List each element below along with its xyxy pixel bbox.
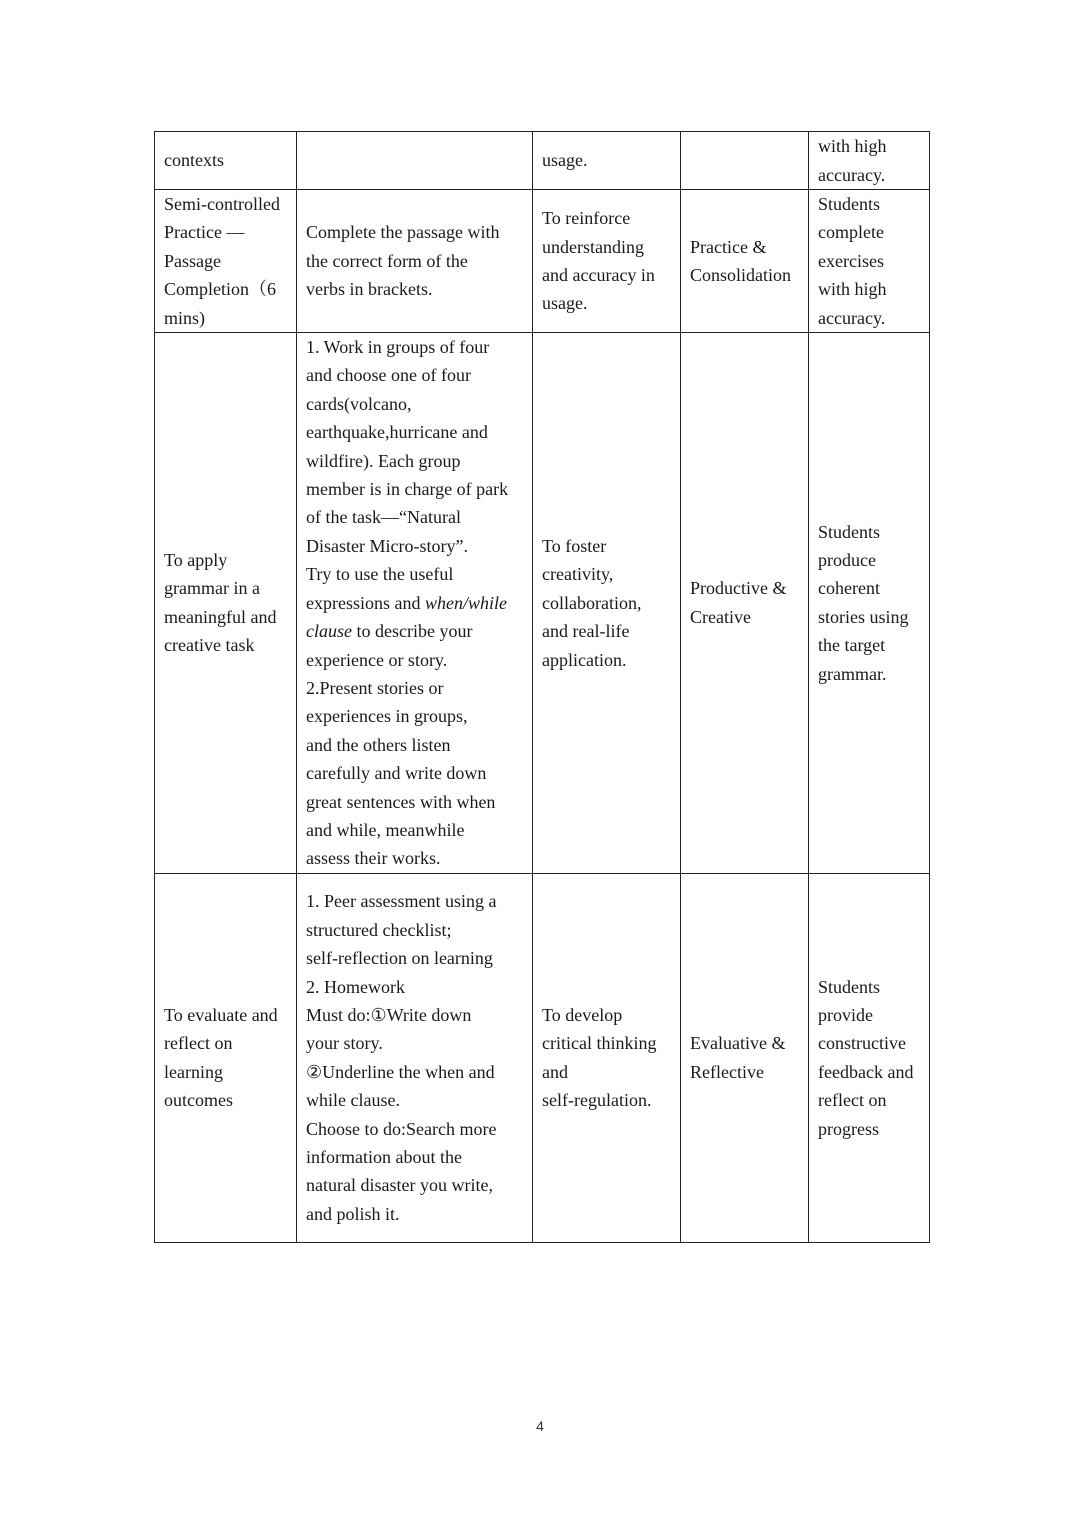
page-number: 4 — [536, 1418, 544, 1434]
cell-line — [306, 617, 523, 645]
cell-line: To evaluate and — [164, 1004, 278, 1025]
outcome-cell — [809, 873, 930, 1242]
cell-line: carefully and write down — [306, 763, 487, 784]
stage-cell — [155, 190, 297, 333]
cell-line: Practice & — [690, 236, 767, 257]
cell-line: Try to use the useful — [306, 564, 454, 585]
cell-line: self-regulation. — [542, 1090, 652, 1111]
cell-line: feedback and — [818, 1061, 914, 1082]
cell-line: assess their works. — [306, 848, 441, 869]
purpose-cell — [533, 132, 681, 190]
cell-line: and — [542, 1061, 568, 1082]
stage-cell — [155, 132, 297, 190]
activity-cell — [297, 333, 533, 874]
cell-line: structured checklist; — [306, 919, 452, 940]
cell-line: contexts — [164, 150, 224, 171]
stage-cell — [155, 333, 297, 874]
cell-line: 1. Work in groups of four — [306, 337, 490, 358]
cell-line: Consolidation — [690, 265, 792, 286]
cell-line: information about the — [306, 1146, 462, 1167]
cell-line: of the task—“Natural — [306, 507, 461, 528]
cell-line: usage. — [542, 293, 588, 314]
cell-line: and while, meanwhile — [306, 819, 465, 840]
cell-line: stories using — [818, 606, 909, 627]
lesson-plan-table — [154, 131, 930, 1243]
cell-line: To foster — [542, 535, 607, 556]
cell-line: To reinforce — [542, 208, 631, 229]
cell-line: 2. Homework — [306, 976, 405, 997]
cell-line: creative task — [164, 635, 255, 656]
italic-term: clause — [306, 621, 352, 642]
purpose-cell — [533, 873, 681, 1242]
cell-line: with high — [818, 279, 887, 300]
cell-line: member is in charge of park — [306, 479, 509, 500]
cell-line: produce — [818, 550, 876, 571]
cell-line: and accuracy in — [542, 265, 655, 286]
cell-line: Students — [818, 521, 881, 542]
cell-line: and real-life — [542, 621, 630, 642]
cell-line: complete — [818, 222, 884, 243]
type-cell — [681, 190, 809, 333]
activity-cell — [297, 132, 533, 190]
cell-line: the correct form of the — [306, 250, 468, 271]
cell-line: self-reflection on learning — [306, 948, 493, 969]
cell-line: earthquake,hurricane and — [306, 422, 488, 443]
cell-line: cards(volcano, — [306, 393, 412, 414]
cell-line: Passage — [164, 250, 221, 271]
cell-line: with high — [818, 136, 887, 157]
cell-line: Semi-controlled — [164, 194, 280, 214]
cell-line: accuracy. — [818, 307, 886, 328]
cell-line: and choose one of four — [306, 365, 471, 386]
cell-line: meaningful and — [164, 606, 277, 627]
table-row — [155, 190, 930, 333]
cell-line: Creative — [690, 606, 751, 627]
table-row — [155, 873, 930, 1242]
cell-line: application. — [542, 649, 627, 670]
table-row — [155, 333, 930, 874]
cell-line: natural disaster you write, — [306, 1175, 493, 1196]
cell-line: wildfire). Each group — [306, 450, 461, 471]
cell-line — [306, 589, 523, 617]
cell-line: provide — [818, 1004, 873, 1025]
cell-line: Choose to do:Search more — [306, 1118, 497, 1139]
type-cell — [681, 132, 809, 190]
cell-line: critical thinking — [542, 1033, 657, 1054]
text-run: expressions and — [306, 592, 425, 613]
cell-line: and the others listen — [306, 734, 451, 755]
cell-line: while clause. — [306, 1090, 400, 1111]
cell-line: Must do:①Write down — [306, 1004, 472, 1025]
cell-line: 2.Present stories or — [306, 677, 444, 698]
cell-line: mins) — [164, 307, 206, 328]
text-run: to describe your — [351, 621, 473, 642]
italic-term: when/while — [424, 592, 507, 613]
cell-line: exercises — [818, 250, 884, 271]
cell-line: Evaluative & — [690, 1033, 786, 1054]
cell-line: understanding — [542, 236, 644, 257]
cell-line: verbs in brackets. — [306, 279, 433, 300]
cell-line: and polish it. — [306, 1203, 400, 1224]
cell-line: usage. — [542, 150, 588, 171]
cell-line: learning — [164, 1061, 223, 1082]
cell-line: Disaster Micro-story”. — [306, 535, 468, 556]
cell-line: collaboration, — [542, 592, 642, 613]
cell-line: coherent — [818, 578, 880, 599]
stage-cell — [155, 873, 297, 1242]
cell-line: Productive & — [690, 578, 787, 599]
cell-line: Reflective — [690, 1061, 764, 1082]
table-row — [155, 132, 930, 190]
purpose-cell — [533, 190, 681, 333]
cell-line: reflect on — [818, 1090, 887, 1111]
outcome-cell — [809, 190, 930, 333]
cell-line: To apply — [164, 550, 228, 571]
cell-line: the target — [818, 635, 886, 656]
cell-line: accuracy. — [818, 164, 886, 185]
cell-line: To develop — [542, 1004, 623, 1025]
cell-line: outcomes — [164, 1090, 233, 1111]
cell-line: great sentences with when — [306, 791, 496, 812]
cell-line: creativity, — [542, 564, 614, 585]
type-cell — [681, 873, 809, 1242]
cell-line: Complete the passage with — [306, 222, 500, 243]
cell-line: progress — [818, 1118, 879, 1139]
cell-line: ②Underline the when and — [306, 1061, 495, 1082]
cell-line: your story. — [306, 1033, 383, 1054]
cell-line: Completion（6 — [164, 279, 276, 300]
outcome-cell — [809, 333, 930, 874]
cell-line: experiences in groups, — [306, 706, 468, 727]
cell-line: reflect on — [164, 1033, 233, 1054]
activity-cell — [297, 190, 533, 333]
type-cell — [681, 333, 809, 874]
purpose-cell — [533, 333, 681, 874]
cell-line: Students — [818, 976, 881, 997]
cell-line: constructive — [818, 1033, 906, 1054]
cell-line: Students — [818, 194, 881, 214]
cell-line: experience or story. — [306, 649, 448, 670]
outcome-cell — [809, 132, 930, 190]
cell-line: Practice — — [164, 222, 245, 243]
cell-line: grammar in a — [164, 578, 260, 599]
cell-line: grammar. — [818, 663, 887, 684]
activity-cell — [297, 873, 533, 1242]
cell-line: 1. Peer assessment using a — [306, 891, 497, 912]
